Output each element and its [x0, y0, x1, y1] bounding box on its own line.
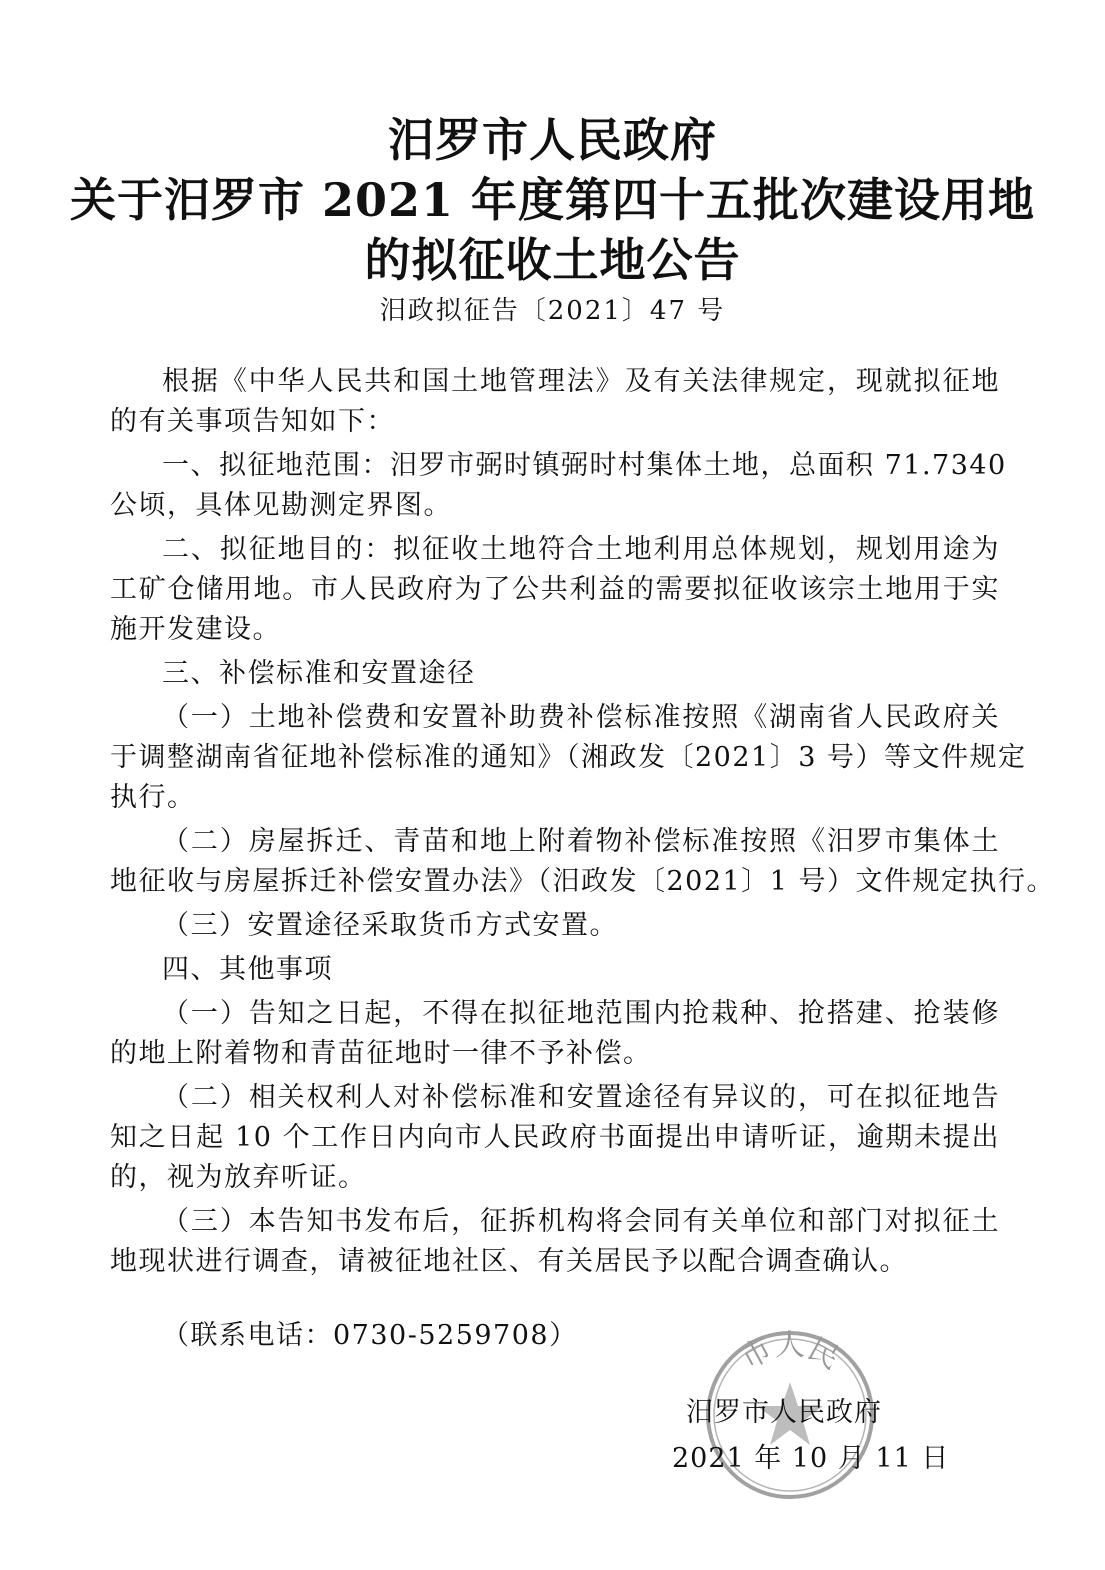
body-line: 于调整湖南省征地补偿标准的通知》（湘政发〔2021〕3 号）等文件规定 [110, 742, 1027, 773]
body-line: （二）相关权利人对补偿标准和安置途径有异议的，可在拟征地告 [162, 1082, 1000, 1113]
body-line: （一）土地补偿费和安置补助费补偿标准按照《湖南省人民政府关 [162, 702, 1000, 733]
body-line: 地现状进行调查，请被征地社区、有关居民予以配合调查确认。 [110, 1246, 908, 1277]
body-line: 地征收与房屋拆迁补偿安置办法》（汨政发〔2021〕1 号）文件规定执行。 [110, 866, 1055, 897]
body-line: （三）本告知书发布后，征拆机构将会同有关单位和部门对拟征土 [162, 1206, 1000, 1237]
body-line: 的，视为放弃听证。 [110, 1162, 367, 1193]
issue-date: 2021 年 10 月 11 日 [672, 1443, 950, 1474]
body-line: 工矿仓储用地。市人民政府为了公共利益的需要拟征收该宗土地用于实 [110, 574, 1000, 605]
body-line: （三）安置途径采取货币方式安置。 [162, 910, 618, 941]
body-line: 知之日起 10 个工作日内向市人民政府书面提出申请听证，逾期未提出 [110, 1122, 1000, 1153]
body-line: （二）房屋拆迁、青苗和地上附着物补偿标准按照《汨罗市集体土 [162, 826, 1000, 857]
body-line: 根据《中华人民共和国土地管理法》及有关法律规定，现就拟征地 [162, 366, 1000, 397]
body-line: （一）告知之日起，不得在拟征地范围内抢栽种、抢搭建、抢装修 [162, 998, 1000, 1029]
body-line: 的有关事项告知如下： [110, 406, 395, 437]
body-line: 二、拟征地目的：拟征收土地符合土地利用总体规划，规划用途为 [162, 534, 1000, 565]
body-line: 执行。 [110, 782, 196, 813]
seal-text: 市人民 [735, 1328, 845, 1377]
document-number: 汨政拟征告〔2021〕47 号 [379, 296, 726, 326]
body-line: 公顷，具体见勘测定界图。 [110, 490, 452, 521]
title-line-3: 的拟征收土地公告 [364, 233, 741, 287]
contact-phone: （联系电话：0730-5259708） [162, 1320, 578, 1351]
body-line: 的地上附着物和青苗征地时一律不予补偿。 [110, 1038, 652, 1069]
title-line-2: 关于汨罗市 2021 年度第四十五批次建设用地 [69, 173, 1036, 227]
section-heading: 四、其他事项 [162, 954, 333, 985]
body-line: 施开发建设。 [110, 614, 281, 645]
body-line: 一、拟征地范围：汨罗市弼时镇弼时村集体土地，总面积 71.7340 [162, 450, 1007, 481]
title-line-1: 汨罗市人民政府 [388, 113, 717, 167]
issuer-signature: 汨罗市人民政府 [686, 1397, 882, 1428]
section-heading: 三、补偿标准和安置途径 [162, 658, 476, 689]
